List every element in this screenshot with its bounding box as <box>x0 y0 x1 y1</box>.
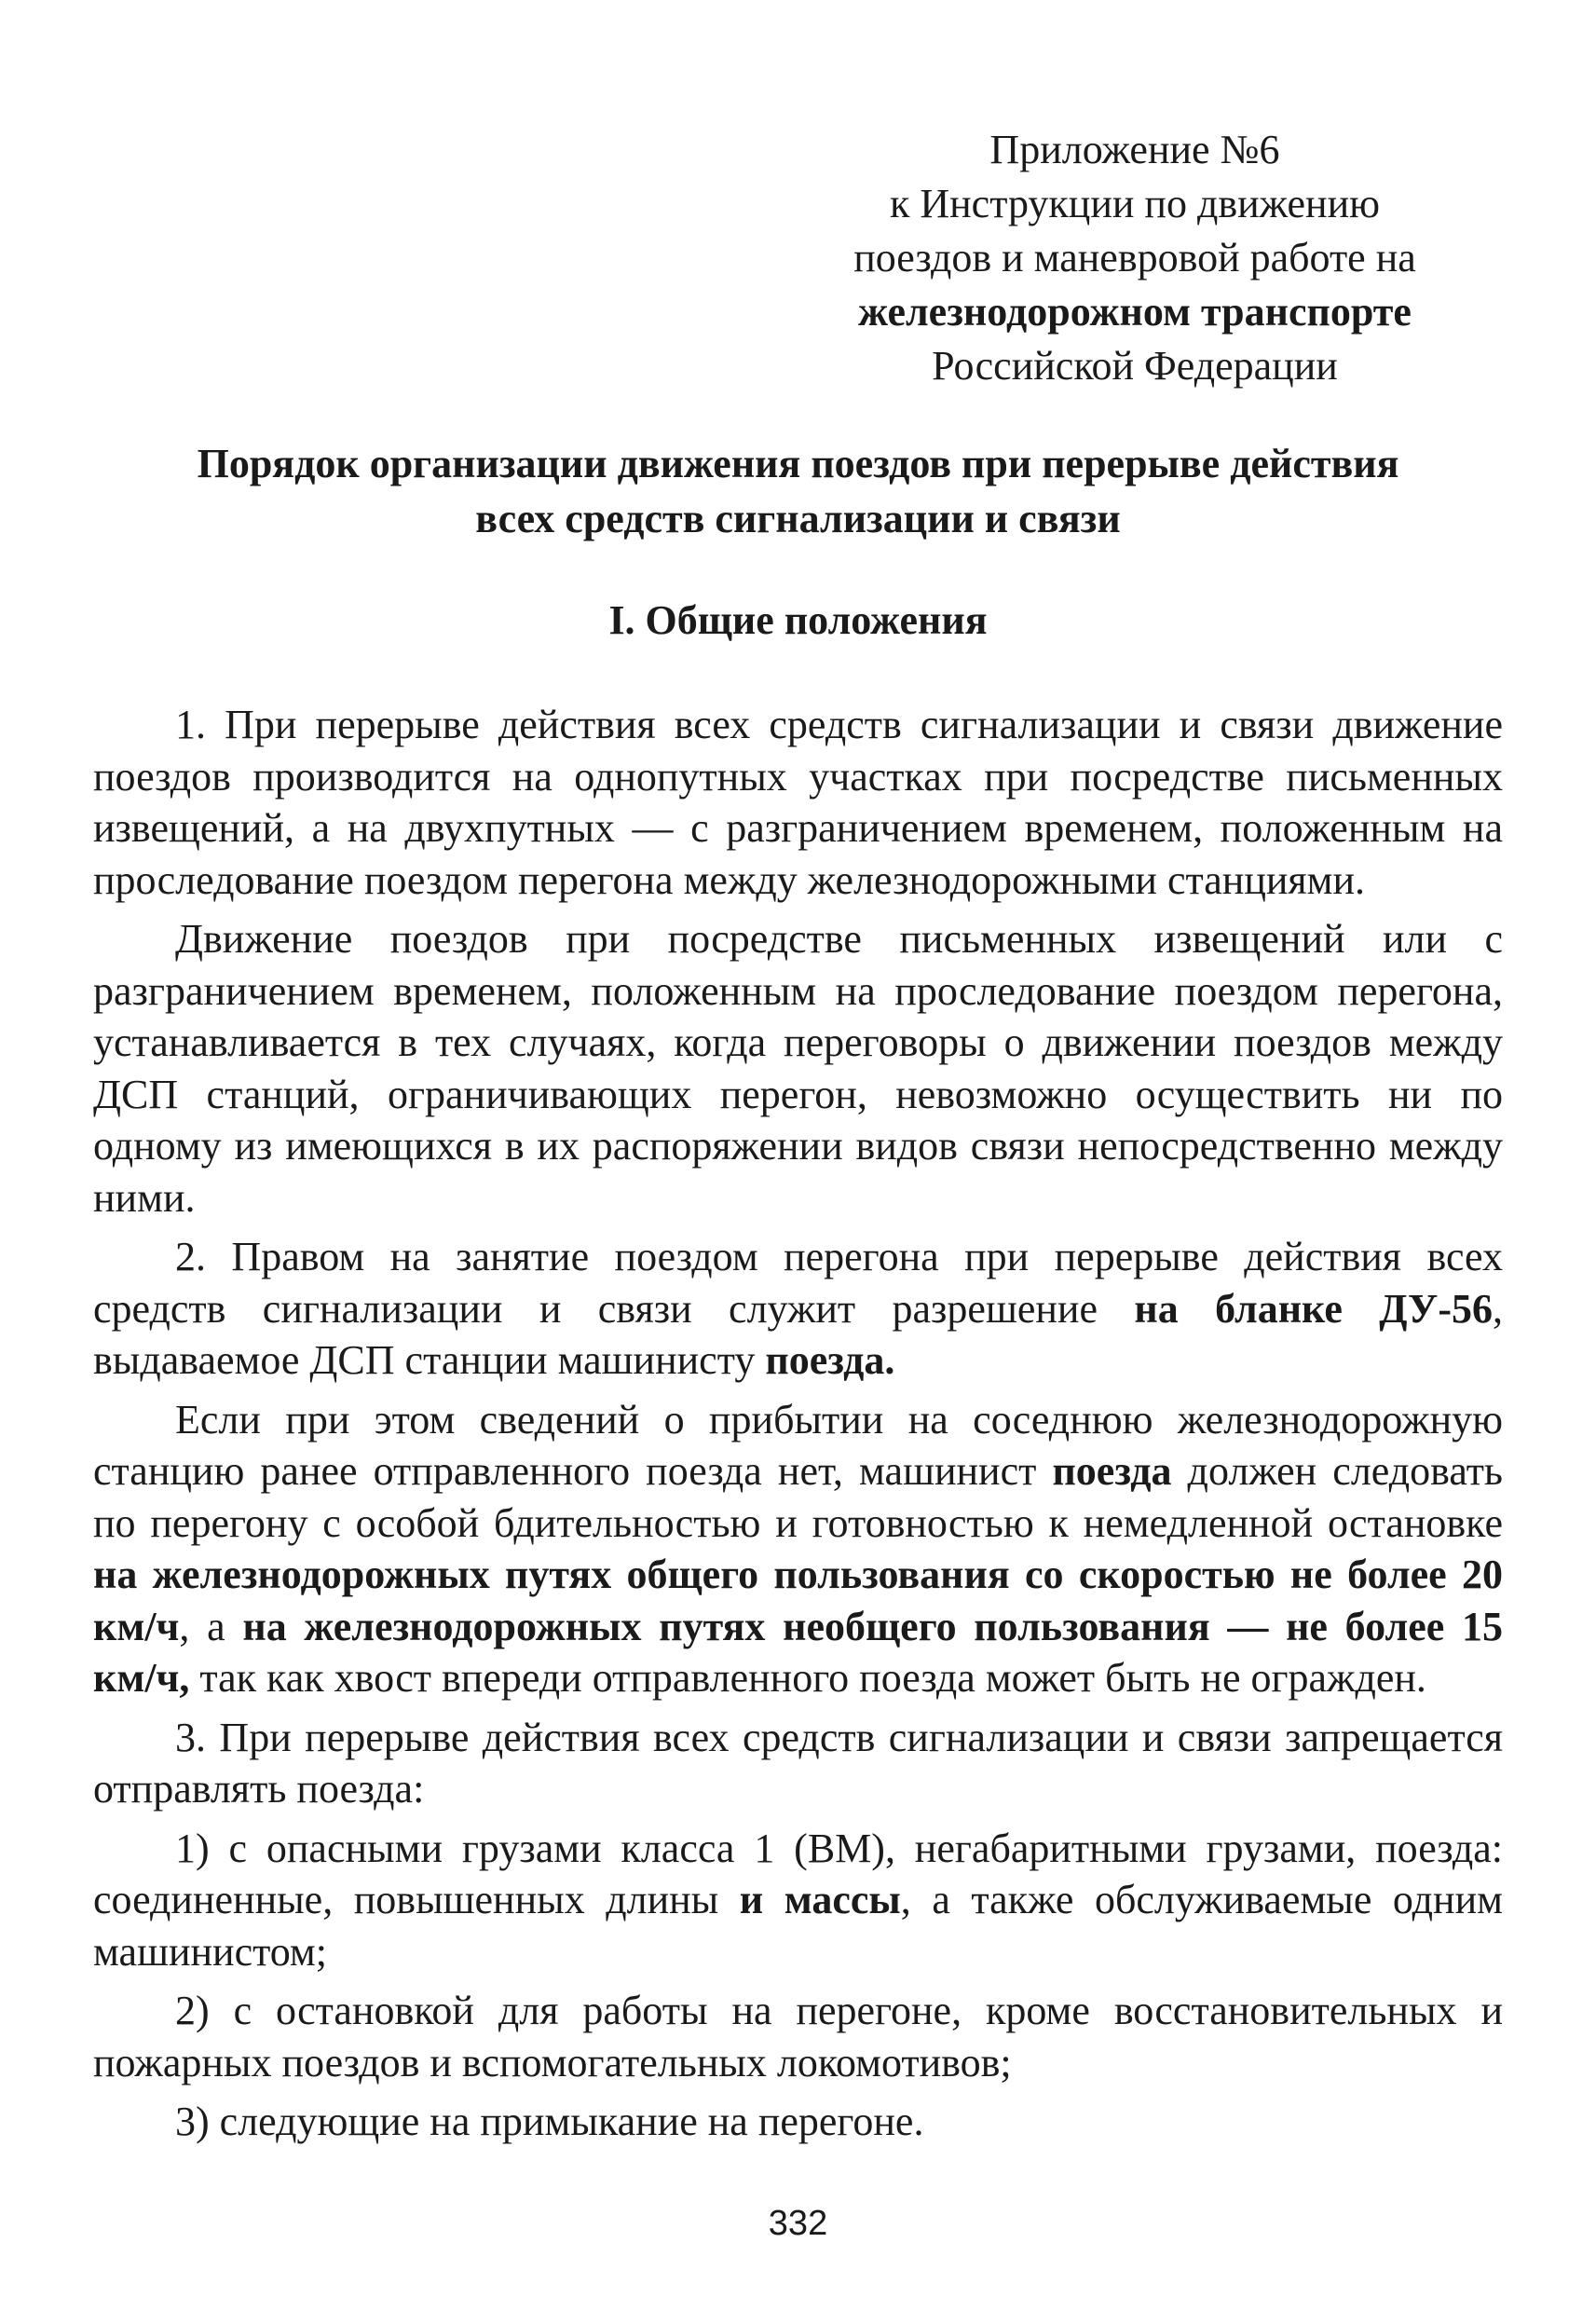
bold-run: на железнодорожных путях необщего пользования — не более 15 км/ч, <box>93 1603 1503 1701</box>
bold-run: на железнодорожных путях общего пользования со скоростью не более 20 км/ч <box>93 1552 1503 1649</box>
title-line: Порядок организации движения поездов при перерыве действия <box>197 441 1399 486</box>
title-line: всех средств сигнализации и связи <box>475 496 1121 541</box>
paragraph-3 <box>93 1231 1503 1387</box>
paragraph-6 <box>93 1823 1503 1978</box>
document-body <box>93 699 1503 2148</box>
bold-run: на бланке ДУ-56 <box>1134 1285 1493 1332</box>
bold-run: и массы <box>739 1877 901 1922</box>
appendix-line: Приложение №6 <box>989 127 1280 172</box>
appendix-line: поездов и маневровой работе на <box>853 235 1416 280</box>
text-run: , выдаваемое ДСП станции машинисту <box>93 1285 1503 1383</box>
appendix-line: Российской Федерации <box>932 343 1338 389</box>
appendix-line: к Инструкции по движению <box>889 181 1380 226</box>
text-run: 1) с опасными грузами класса 1 (ВМ), негабаритными грузами, поезда: соединенные, повышенных длины <box>93 1825 1503 1922</box>
paragraph-7: 2) с остановкой для работы на перегоне, кроме восстановительных и пожарных поездов и вспомогательных локомотивов; <box>93 1988 1503 2085</box>
paragraph-5: 3. При перерыве действия всех средств сигнализации и связи запрещается отправлять поезда: <box>93 1714 1503 1812</box>
appendix-line: железнодорожном транспорте <box>858 289 1412 335</box>
text-run: , а также обслуживаемые одним машинистом; <box>93 1877 1503 1975</box>
text-run: Если при этом сведений о прибытии на соседнюю железнодорожную станцию ранее отправленного поезда нет, машинист <box>93 1396 1503 1494</box>
paragraph-8: 3) следующие на примыкание на перегоне. <box>175 2099 924 2144</box>
page-number: 332 <box>768 2204 828 2243</box>
bold-run: поезда. <box>765 1337 895 1383</box>
paragraph-2: Движение поездов при посредстве письменных извещений или с разграничением временем, положенным на проследование поездом перегона, устанавливается в тех случаях, когда переговоры о движении поездов между ДСП станций, ограничивающих перегон, невозможно осуществить ни по одному из имеющихся в их распоряжении видов связи непосредственно между ними. <box>93 916 1503 1221</box>
bold-run: поезда <box>1052 1448 1172 1494</box>
paragraph-1: 1. При перерыве действия всех средств сигнализации и связи движение поездов производится на однопутных участках при посредстве письменных извещений, а на двухпутных — с разграничением временем, положенным на проследование поездом перегона между железнодорожными станциями. <box>93 702 1503 903</box>
text-run: должен следовать по перегону с особой бдительностью и готовностью к немедленной остановке <box>93 1448 1503 1546</box>
document-title <box>93 436 1503 546</box>
text-run: 2. Правом на занятие поездом перегона при перерыве действия всех средств сигнализации и связи служит разрешение <box>93 1234 1503 1332</box>
appendix-header <box>781 123 1489 393</box>
text-run: , а <box>179 1603 243 1649</box>
section-heading: I. Общие положения <box>608 597 988 643</box>
paragraph-4 <box>93 1394 1503 1704</box>
text-run: так как хвост впереди отправленного поезда может быть не огражден. <box>189 1655 1426 1701</box>
